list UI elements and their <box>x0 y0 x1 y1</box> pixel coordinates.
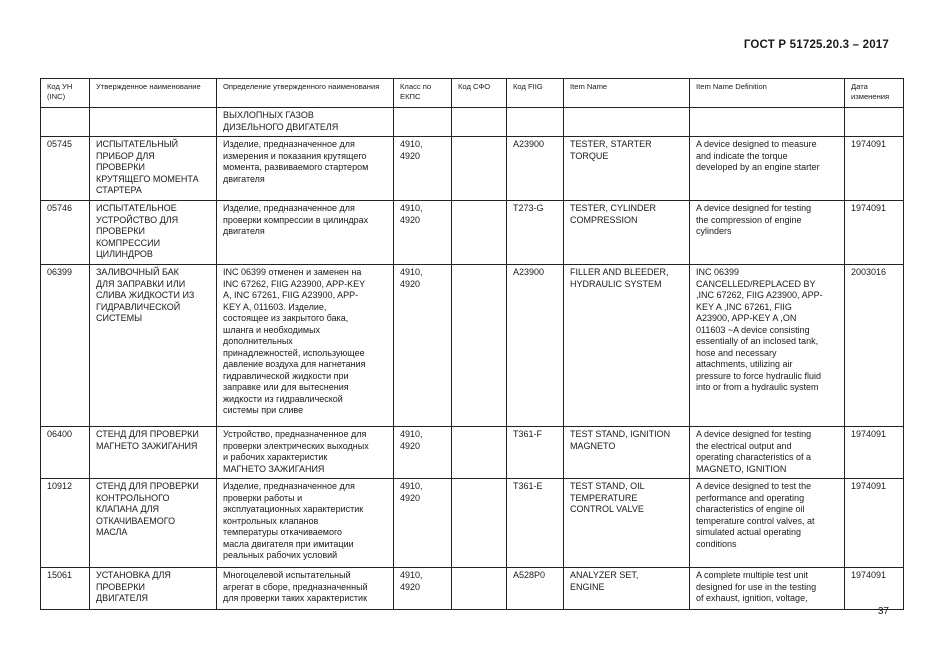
table-row <box>41 479 904 568</box>
table-row <box>41 108 904 137</box>
cell-class: 4910, 4920 <box>394 427 452 479</box>
cell-item-name: TEST STAND, IGNITION MAGNETO <box>564 427 690 479</box>
cell-def-ru: Устройство, предназначенное для проверки электрических выходных и рабочих характеристик МАГНЕТО ЗАЖИГАНИЯ <box>217 427 394 479</box>
col-header-item-def: Item Name Definition <box>690 79 845 108</box>
cell-sfo <box>452 108 507 137</box>
cell-date <box>845 108 904 137</box>
cell-def-ru: Многоцелевой испытательный агрегат в сборе, предназначенный для проверки таких характеристик <box>217 568 394 610</box>
cell-def-ru: Изделие, предназначенное для проверки компрессии в цилиндрах двигателя <box>217 201 394 265</box>
col-header-sfo: Код СФО <box>452 79 507 108</box>
col-header-fiig: Код FIIG <box>507 79 564 108</box>
cell-date: 1974091 <box>845 479 904 568</box>
cell-date: 1974091 <box>845 568 904 610</box>
cell-item-def: A complete multiple test unit designed for use in the testing of exhaust, ignition, voltage, <box>690 568 845 610</box>
cell-inc: 06399 <box>41 265 90 427</box>
cell-item-def: INC 06399 CANCELLED/REPLACED BY ,INC 67262, FIIG A23900, APP- KEY A ,INC 67261, FIIG A23900, APP-KEY A ,ON 011603 ~A device consisting essentially of an inclosed tank, hose and necessary attachments, utilizing air pressure to force hydraulic fluid into or from a hydraulic system <box>690 265 845 427</box>
cell-item-name: TESTER, STARTER TORQUE <box>564 137 690 201</box>
cell-item-def: A device designed for testing the electrical output and operating characteristics of a MAGNETO, IGNITION <box>690 427 845 479</box>
col-header-date: Дата изменения <box>845 79 904 108</box>
cell-class <box>394 108 452 137</box>
cell-sfo <box>452 265 507 427</box>
table-row <box>41 201 904 265</box>
col-header-class: Класс по ЕКПС <box>394 79 452 108</box>
table-row <box>41 427 904 479</box>
cell-name-ru <box>90 108 217 137</box>
cell-item-name: ANALYZER SET, ENGINE <box>564 568 690 610</box>
cell-date: 2003016 <box>845 265 904 427</box>
cell-fiig: A528P0 <box>507 568 564 610</box>
cell-name-ru: ИСПЫТАТЕЛЬНОЕ УСТРОЙСТВО ДЛЯ ПРОВЕРКИ КОМПРЕССИИ ЦИЛИНДРОВ <box>90 201 217 265</box>
catalog-table <box>40 78 904 610</box>
header-row <box>41 79 904 108</box>
cell-inc: 06400 <box>41 427 90 479</box>
cell-class: 4910, 4920 <box>394 568 452 610</box>
col-header-def-ru: Определение утвержденного наименования <box>217 79 394 108</box>
cell-inc: 15061 <box>41 568 90 610</box>
table-header <box>41 79 904 108</box>
cell-fiig <box>507 108 564 137</box>
col-header-item-name: Item Name <box>564 79 690 108</box>
cell-inc: 05746 <box>41 201 90 265</box>
table-row <box>41 137 904 201</box>
cell-fiig: A23900 <box>507 265 564 427</box>
cell-fiig: A23900 <box>507 137 564 201</box>
col-header-inc: Код УН (INC) <box>41 79 90 108</box>
cell-fiig: T361-E <box>507 479 564 568</box>
cell-def-ru: Изделие, предназначенное для измерения и показания крутящего момента, развиваемого стартером двигателя <box>217 137 394 201</box>
cell-def-ru: ВЫХЛОПНЫХ ГАЗОВ ДИЗЕЛЬНОГО ДВИГАТЕЛЯ <box>217 108 394 137</box>
cell-item-name <box>564 108 690 137</box>
cell-sfo <box>452 479 507 568</box>
cell-fiig: T361-F <box>507 427 564 479</box>
cell-class: 4910, 4920 <box>394 479 452 568</box>
cell-inc <box>41 108 90 137</box>
cell-item-name: FILLER AND BLEEDER, HYDRAULIC SYSTEM <box>564 265 690 427</box>
cell-date: 1974091 <box>845 137 904 201</box>
cell-inc: 10912 <box>41 479 90 568</box>
col-header-name-ru: Утвержденное наименование <box>90 79 217 108</box>
cell-def-ru: Изделие, предназначенное для проверки работы и эксплуатационных характеристик контрольных клапанов температуры откачиваемого масла двигателя при имитации реальных рабочих условий <box>217 479 394 568</box>
cell-item-def <box>690 108 845 137</box>
cell-item-name: TEST STAND, OIL TEMPERATURE CONTROL VALVE <box>564 479 690 568</box>
cell-class: 4910, 4920 <box>394 201 452 265</box>
cell-def-ru: INC 06399 отменен и заменен на INC 67262, FIIG A23900, APP-KEY A, INC 67261, FIIG A23900, APP- KEY A, 011603. Изделие, состоящее из закрытого бака, шланга и необходимых дополнительных принадлежностей, использующее давление воздуха для нагнетания гидравлической жидкости при заправке или для вытеснения жидкости из гидравлической системы при сливе <box>217 265 394 427</box>
cell-date: 1974091 <box>845 201 904 265</box>
cell-item-def: A device designed for testing the compression of engine cylinders <box>690 201 845 265</box>
document-header: ГОСТ Р 51725.20.3 – 2017 <box>743 39 889 51</box>
page-number: 37 <box>877 606 889 617</box>
cell-name-ru: СТЕНД ДЛЯ ПРОВЕРКИ КОНТРОЛЬНОГО КЛАПАНА ДЛЯ ОТКАЧИВАЕМОГО МАСЛА <box>90 479 217 568</box>
cell-sfo <box>452 427 507 479</box>
cell-item-def: A device designed to test the performance and operating characteristics of engine oil temperature control valves, at simulated actual operating conditions <box>690 479 845 568</box>
cell-name-ru: СТЕНД ДЛЯ ПРОВЕРКИ МАГНЕТО ЗАЖИГАНИЯ <box>90 427 217 479</box>
cell-fiig: T273-G <box>507 201 564 265</box>
cell-name-ru: ЗАЛИВОЧНЫЙ БАК ДЛЯ ЗАПРАВКИ ИЛИ СЛИВА ЖИДКОСТИ ИЗ ГИДРАВЛИЧЕСКОЙ СИСТЕМЫ <box>90 265 217 427</box>
table-row <box>41 265 904 427</box>
table-body <box>41 108 904 610</box>
cell-class: 4910, 4920 <box>394 137 452 201</box>
cell-date: 1974091 <box>845 427 904 479</box>
table-row <box>41 568 904 610</box>
cell-name-ru: ИСПЫТАТЕЛЬНЫЙ ПРИБОР ДЛЯ ПРОВЕРКИ КРУТЯЩЕГО МОМЕНТА СТАРТЕРА <box>90 137 217 201</box>
cell-sfo <box>452 568 507 610</box>
cell-class: 4910, 4920 <box>394 265 452 427</box>
cell-item-def: A device designed to measure and indicate the torque developed by an engine starter <box>690 137 845 201</box>
cell-item-name: TESTER, CYLINDER COMPRESSION <box>564 201 690 265</box>
cell-sfo <box>452 201 507 265</box>
cell-name-ru: УСТАНОВКА ДЛЯ ПРОВЕРКИ ДВИГАТЕЛЯ <box>90 568 217 610</box>
cell-inc: 05745 <box>41 137 90 201</box>
cell-sfo <box>452 137 507 201</box>
